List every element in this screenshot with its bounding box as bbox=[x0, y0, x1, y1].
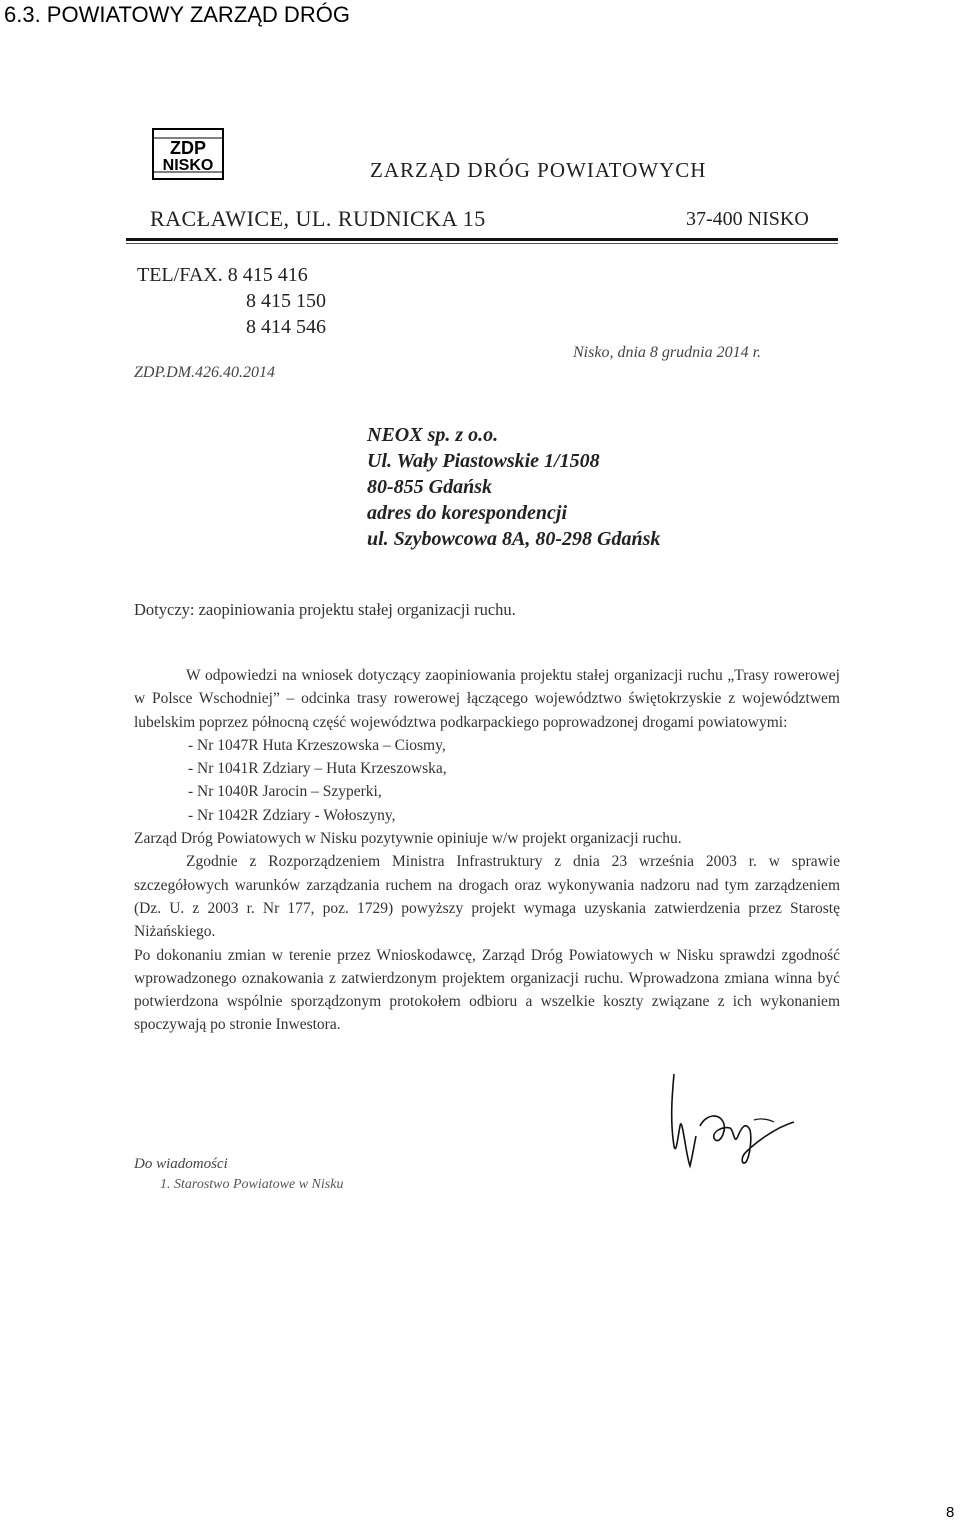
svg-text:NISKO: NISKO bbox=[162, 157, 214, 174]
recipient-line: Ul. Wały Piastowskie 1/1508 bbox=[367, 450, 600, 472]
phone-line: 8 414 546 bbox=[246, 316, 326, 338]
phone-line: 8 415 150 bbox=[246, 290, 326, 312]
subject-line: Dotyczy: zaopiniowania projektu stałej organizacji ruchu. bbox=[134, 600, 516, 619]
body-opinion: Zarząd Dróg Powiatowych w Nisku pozytywnie opiniuje w/w projekt organizacji ruchu. bbox=[134, 830, 682, 848]
document-heading: 6.3. POWIATOWY ZARZĄD DRÓG bbox=[4, 2, 350, 27]
road-item: - Nr 1040R Jarocin – Szyperki, bbox=[188, 783, 382, 801]
road-item: - Nr 1041R Zdziary – Huta Krzeszowska, bbox=[188, 760, 447, 778]
address-city: 37-400 NISKO bbox=[686, 208, 809, 230]
letterhead-rule-thin bbox=[126, 243, 838, 244]
body-intro: W odpowiedzi na wniosek dotyczący zaopiniowania projektu stałej organizacji ruchu „Trasy rowerowej w Polsce Wschodniej” – odcinka trasy rowerowej łączącego województwo świętokrzyskie z województwem lubelskim poprzez północną część województwa podkarpackiego poprowadzonej drogami powiatowymi: bbox=[134, 667, 840, 731]
cc-title: Do wiadomości bbox=[134, 1156, 228, 1172]
signature bbox=[634, 1066, 814, 1176]
recipient-line: ul. Szybowcowa 8A, 80-298 Gdańsk bbox=[367, 528, 661, 550]
place-date: Nisko, dnia 8 grudnia 2014 r. bbox=[573, 344, 762, 361]
organization-name: ZARZĄD DRÓG POWIATOWYCH bbox=[370, 158, 707, 182]
page-number: 8 bbox=[946, 1504, 955, 1521]
phone-block bbox=[137, 262, 326, 340]
body-closing: Po dokonaniu zmian w terenie przez Wnioskodawcę, Zarząd Dróg Powiatowych w Nisku sprawdzi zgodność wprowadzonego oznakowania z zatwierdzonym projektem organizacji ruchu. Wprowadzona zmiana winna być potwierdzona wspólnie sporządzonym protokołem odbioru a wszelkie koszty związane z ich wykonaniem spoczywają po stronie Inwestora. bbox=[134, 946, 840, 1034]
zdp-logo bbox=[152, 128, 224, 180]
recipient-line: NEOX sp. z o.o. bbox=[367, 424, 499, 446]
svg-text:ZDP: ZDP bbox=[170, 138, 206, 158]
phone-line: TEL/FAX. 8 415 416 bbox=[137, 264, 308, 286]
recipient-line: adres do korespondencji bbox=[367, 502, 567, 524]
reference-number: ZDP.DM.426.40.2014 bbox=[134, 364, 276, 381]
recipient-line: 80-855 Gdańsk bbox=[367, 476, 493, 498]
body-regulation: Zgodnie z Rozporządzeniem Ministra Infrastruktury z dnia 23 września 2003 r. w sprawie szczegółowych warunków zarządzania ruchem na drogach oraz wykonywania nadzoru nad tym zarządzeniem (Dz. U. z 2003 r. Nr 177, poz. 1729) powyższy projekt wymaga uzyskania zatwierdzenia przez Starostę Niżańskiego. bbox=[134, 853, 840, 941]
road-item: - Nr 1042R Zdziary - Wołoszyny, bbox=[188, 806, 396, 824]
letter-body bbox=[134, 664, 840, 1037]
letterhead-rule bbox=[126, 238, 838, 241]
address-street: RACŁAWICE, UL. RUDNICKA 15 bbox=[150, 206, 486, 231]
cc-item: 1. Starostwo Powiatowe w Nisku bbox=[160, 1177, 344, 1192]
road-item: - Nr 1047R Huta Krzeszowska – Ciosmy, bbox=[188, 736, 446, 754]
recipient-address bbox=[367, 422, 660, 552]
